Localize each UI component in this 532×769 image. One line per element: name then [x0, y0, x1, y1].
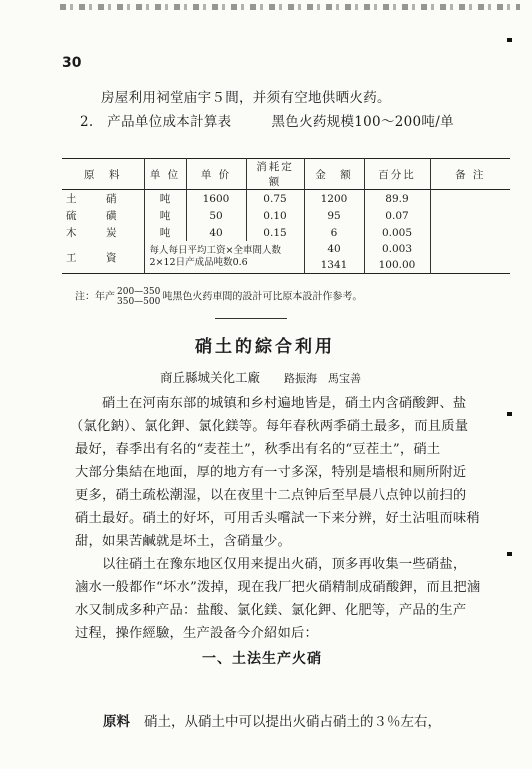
- table-row: [62, 224, 510, 241]
- header-unit: 单 位: [144, 159, 186, 190]
- raw-material-line: [103, 710, 441, 730]
- header-price: 单 价: [186, 159, 246, 190]
- cell-remarks: [430, 241, 510, 274]
- header-material: 原 料: [62, 159, 144, 190]
- byline-authors: 路振海 馬宝善: [284, 372, 362, 385]
- cost-table: [62, 158, 510, 274]
- body-line: 硝土在河南东部的城镇和乡村遍地皆是，硝土内含硝酸鉀、盐: [75, 396, 467, 411]
- cell-unit: 吨: [144, 207, 186, 224]
- section-divider: [215, 318, 287, 319]
- margin-mark: [507, 412, 512, 416]
- table-row-labor: [62, 241, 510, 274]
- byline-org: 商丘縣城关化工廠: [160, 370, 261, 385]
- header-remarks: 备 注: [455, 168, 486, 181]
- cell-quota: 0.15: [246, 224, 304, 241]
- text-line-1: 房屋利用祠堂庙宇５間，并须有空地供晒火药。: [101, 90, 391, 106]
- table-footnote: 注：年产 200—350 350—500 吨黑色火药車間的設計可比原本設計作参考。: [75, 287, 363, 307]
- cell-quota: 0.10: [246, 207, 304, 224]
- cell-amount: 6: [304, 224, 364, 241]
- table-header-row: [62, 159, 510, 190]
- cell-price: 1600: [186, 190, 246, 208]
- body-line: 大部分集結在地面，厚的地方有一寸多深，特别是墙根和厕所附近: [75, 465, 467, 480]
- cell-price: 50: [186, 207, 246, 224]
- cell-percent: 89.9: [364, 190, 430, 208]
- header-percent: 百分比: [364, 159, 430, 190]
- cell-labor-note: 每人每日平均工资×全車間人数 2×12日产成品吨数0.6: [144, 241, 304, 274]
- article-byline: [160, 368, 361, 386]
- cell-material: 硫 磺: [62, 207, 144, 224]
- body-line: （氯化鈉）、氯化鉀、氯化鎂等。每年春秋两季硝土最多，而且质量: [70, 419, 469, 434]
- body-line: 滷水一般都作“坏水”泼掉，现在我厂把火硝精制成硝酸鉀，而且把滷: [75, 580, 481, 595]
- table-row: [62, 207, 510, 224]
- cell-material: 土 硝: [62, 190, 144, 208]
- cell-amount: 95: [304, 207, 364, 224]
- body-line: 硝土最好。硝土的好坏，可用舌头嚐試一下来分辨，好土沾咀而味稍: [75, 511, 480, 526]
- cell-quota: 0.75: [246, 190, 304, 208]
- margin-mark: [507, 38, 512, 42]
- cell-price: 40: [186, 224, 246, 241]
- cell-material: 工 資: [62, 241, 144, 274]
- cell-percent: 0.07: [364, 207, 430, 224]
- raw-material-label: 原料: [103, 714, 130, 730]
- body-line: 过程，操作經驗，生产設备今介紹如后：: [75, 626, 318, 641]
- cell-unit: 吨: [144, 224, 186, 241]
- table-caption-scale: 黑色火药规模100～200吨/单: [271, 114, 454, 130]
- header-amount: 金 额: [304, 159, 364, 190]
- cell-amount: 40 1341: [304, 241, 364, 274]
- capacity-fraction: 200—350 350—500: [117, 287, 161, 307]
- cell-remarks: [430, 207, 510, 224]
- body-line: 更多，硝土疏松潮湿，以在夜里十二点钟后至早晨八点钟以前扫的: [75, 488, 467, 503]
- section-heading: 一、土法生产火硝: [202, 651, 322, 667]
- raw-material-text: 硝土，从硝土中可以提出火硝占硝土的３％左右，: [144, 714, 441, 730]
- body-line: 水又制成多种产品：盐酸、氯化鎂、氯化鉀、化肥等，产品的生产: [75, 603, 467, 618]
- cell-remarks: [430, 190, 510, 208]
- cell-unit: 吨: [144, 190, 186, 208]
- top-scan-edge: [60, 4, 520, 10]
- body-line: 最好，春季出有名的“麦茬土”，秋季出有名的“豆茬土”，硝土: [75, 442, 441, 457]
- body-line: 以往硝土在豫东地区仅用来提出火硝，顶多再收集一些硝盐，: [75, 557, 467, 572]
- cell-remarks: [430, 224, 510, 241]
- cell-percent: 0.003 100.00: [364, 241, 430, 274]
- cell-amount: 1200: [304, 190, 364, 208]
- margin-mark: [507, 552, 512, 556]
- header-quota: 消耗定额: [246, 159, 304, 190]
- body-line: 甜，如果苦鹹就是坏土，含硝量少。: [75, 534, 291, 549]
- cell-material: 木 炭: [62, 224, 144, 241]
- table-caption-heading: 2. 产品单位成本計算表: [80, 114, 232, 130]
- table-row: [62, 190, 510, 208]
- page-number: 30: [62, 55, 82, 71]
- article-title: 硝土的綜合利用: [195, 337, 335, 357]
- cell-percent: 0.005: [364, 224, 430, 241]
- table-caption: [80, 110, 454, 130]
